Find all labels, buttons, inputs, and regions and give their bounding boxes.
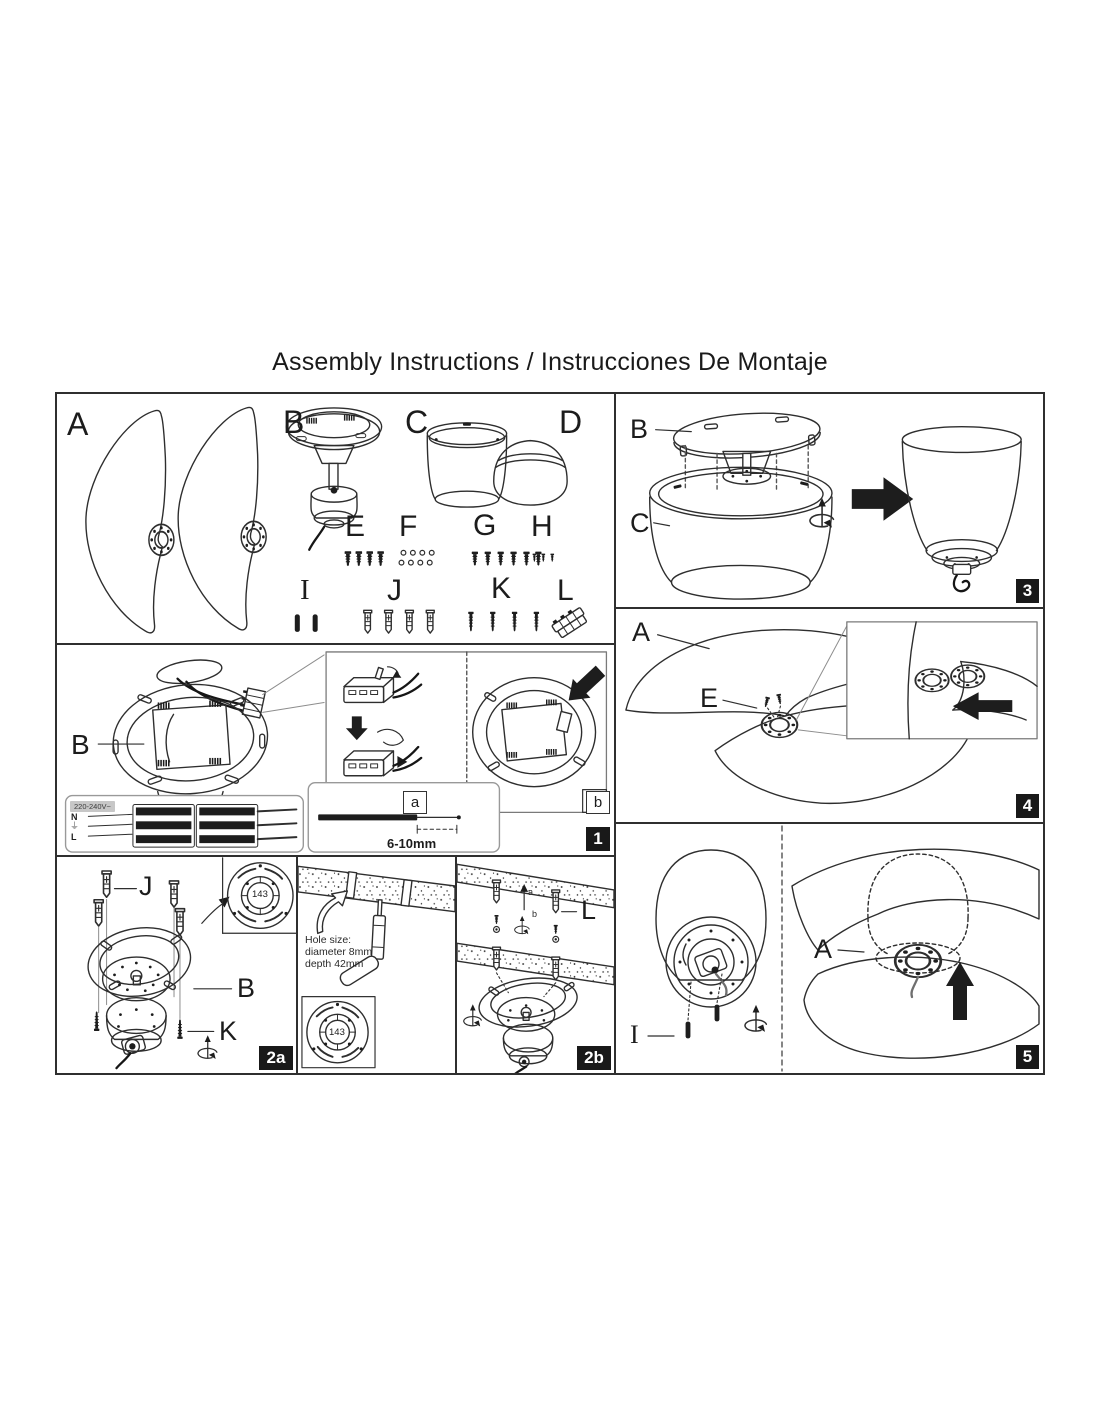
bracket-motor-assembly [83, 921, 195, 1068]
sub-step-b: b [532, 909, 538, 919]
panel-parts [57, 394, 616, 645]
hole-size-line1: Hole size: [305, 934, 352, 946]
hole-size-line3: depth 42mm [305, 958, 364, 970]
part-label-j: J [387, 574, 402, 607]
canopy-part [427, 423, 506, 507]
pin-label-i: I [630, 1020, 639, 1049]
lift-arrow [946, 962, 974, 1020]
pin-i-right [715, 1005, 720, 1022]
terminal-l-label: L [71, 832, 77, 842]
instruction-grid [55, 392, 1045, 1075]
step1-drawing [57, 645, 614, 855]
canopy-label-c: C [630, 508, 650, 538]
plate-diameter-label: 143 [252, 889, 268, 900]
part-label-c: C [405, 404, 429, 440]
next-arrow [852, 477, 913, 521]
terminal-n-label: N [71, 812, 78, 822]
voltage-label: 220-240V~ [70, 801, 115, 812]
panel-step4 [616, 609, 1043, 824]
blade-hub [895, 945, 941, 977]
panel-step2a [57, 857, 298, 1073]
screw-set-k [468, 612, 539, 632]
bracket-motor-assembly [476, 972, 580, 1073]
plate-diameter-label: 143 [329, 1027, 345, 1038]
panel-step5 [616, 824, 1043, 1073]
anchor-label-j: J [139, 871, 153, 901]
dashed-canopy-ghost [868, 854, 968, 973]
hub-joining-inset [847, 622, 1037, 739]
inset-label-a: a [403, 791, 427, 814]
anchor-left [493, 880, 501, 903]
canopy-underside [656, 850, 766, 1007]
connector-part-l [550, 605, 589, 639]
panel-step1 [57, 645, 616, 857]
screw-set-g [472, 552, 542, 566]
blade-label-a: A [632, 617, 651, 647]
blade-label-a: A [814, 934, 833, 964]
step4-drawing [616, 609, 1043, 822]
bracket-label-b: B [71, 729, 90, 760]
part-label-d: D [559, 404, 583, 440]
rotate-icon-top [515, 916, 530, 934]
panel-step3 [616, 394, 1043, 609]
inset-label-b: b [586, 791, 610, 814]
step-badge-3: 3 [1016, 579, 1039, 603]
step-badge-4: 4 [1016, 794, 1039, 818]
washer-set-f [399, 550, 434, 565]
anchor-label-l: L [581, 895, 597, 925]
part-label-i: I [300, 574, 310, 606]
assembled-canopy [902, 427, 1021, 591]
part-label-g: G [473, 509, 497, 542]
step-badge-1: 1 [586, 827, 610, 851]
curved-arrow [317, 891, 347, 933]
pin-i-left [686, 1022, 691, 1039]
anchor-right [552, 890, 560, 913]
step-badge-2a: 2a [259, 1046, 293, 1070]
step-badge-2b: 2b [577, 1046, 611, 1070]
screw-label-e: E [700, 683, 719, 713]
part-label-l: L [557, 574, 574, 607]
step2b-drawing [457, 857, 614, 1073]
bracket-label-b: B [237, 973, 256, 1003]
terminal-ground-label: ⏚ [70, 822, 80, 832]
part-label-k: K [491, 572, 512, 605]
part-label-a: A [67, 406, 89, 442]
part-label-h: H [531, 510, 553, 543]
panel-step2b [457, 857, 616, 1073]
rotate-icon [810, 498, 833, 528]
bracket-label-b: B [630, 414, 649, 444]
rotate-icon [745, 1005, 766, 1032]
screw-k-left [94, 1011, 99, 1031]
sub-step-a: a [528, 887, 534, 897]
rotate-icon [198, 1035, 217, 1059]
anchor-left-set [493, 947, 501, 970]
hole-size-line2: diameter 8mm [305, 946, 373, 958]
screw-k-right [177, 1019, 182, 1039]
bracket-on-canopy [650, 409, 832, 599]
part-label-f: F [399, 510, 418, 543]
screw-label-k: K [219, 1016, 238, 1046]
blade-hub [762, 712, 798, 737]
step-badge-5: 5 [1016, 1045, 1039, 1069]
screw-set-e [345, 551, 384, 566]
part-label-b: B [283, 404, 305, 440]
step3-drawing [616, 394, 1043, 607]
panel-hole-size [298, 857, 457, 1073]
anchor-set-j [364, 610, 434, 633]
fan-blade-pair [86, 407, 266, 632]
ceiling-band [298, 866, 455, 911]
page-title: Assembly Instructions / Instrucciones De Montaje [272, 348, 828, 376]
screw-set-h [533, 554, 554, 562]
anchor-right-set [552, 957, 560, 980]
pin-set-i [295, 614, 318, 631]
part-label-e: E [345, 510, 366, 543]
strip-length-label: 6-10mm [387, 836, 437, 851]
